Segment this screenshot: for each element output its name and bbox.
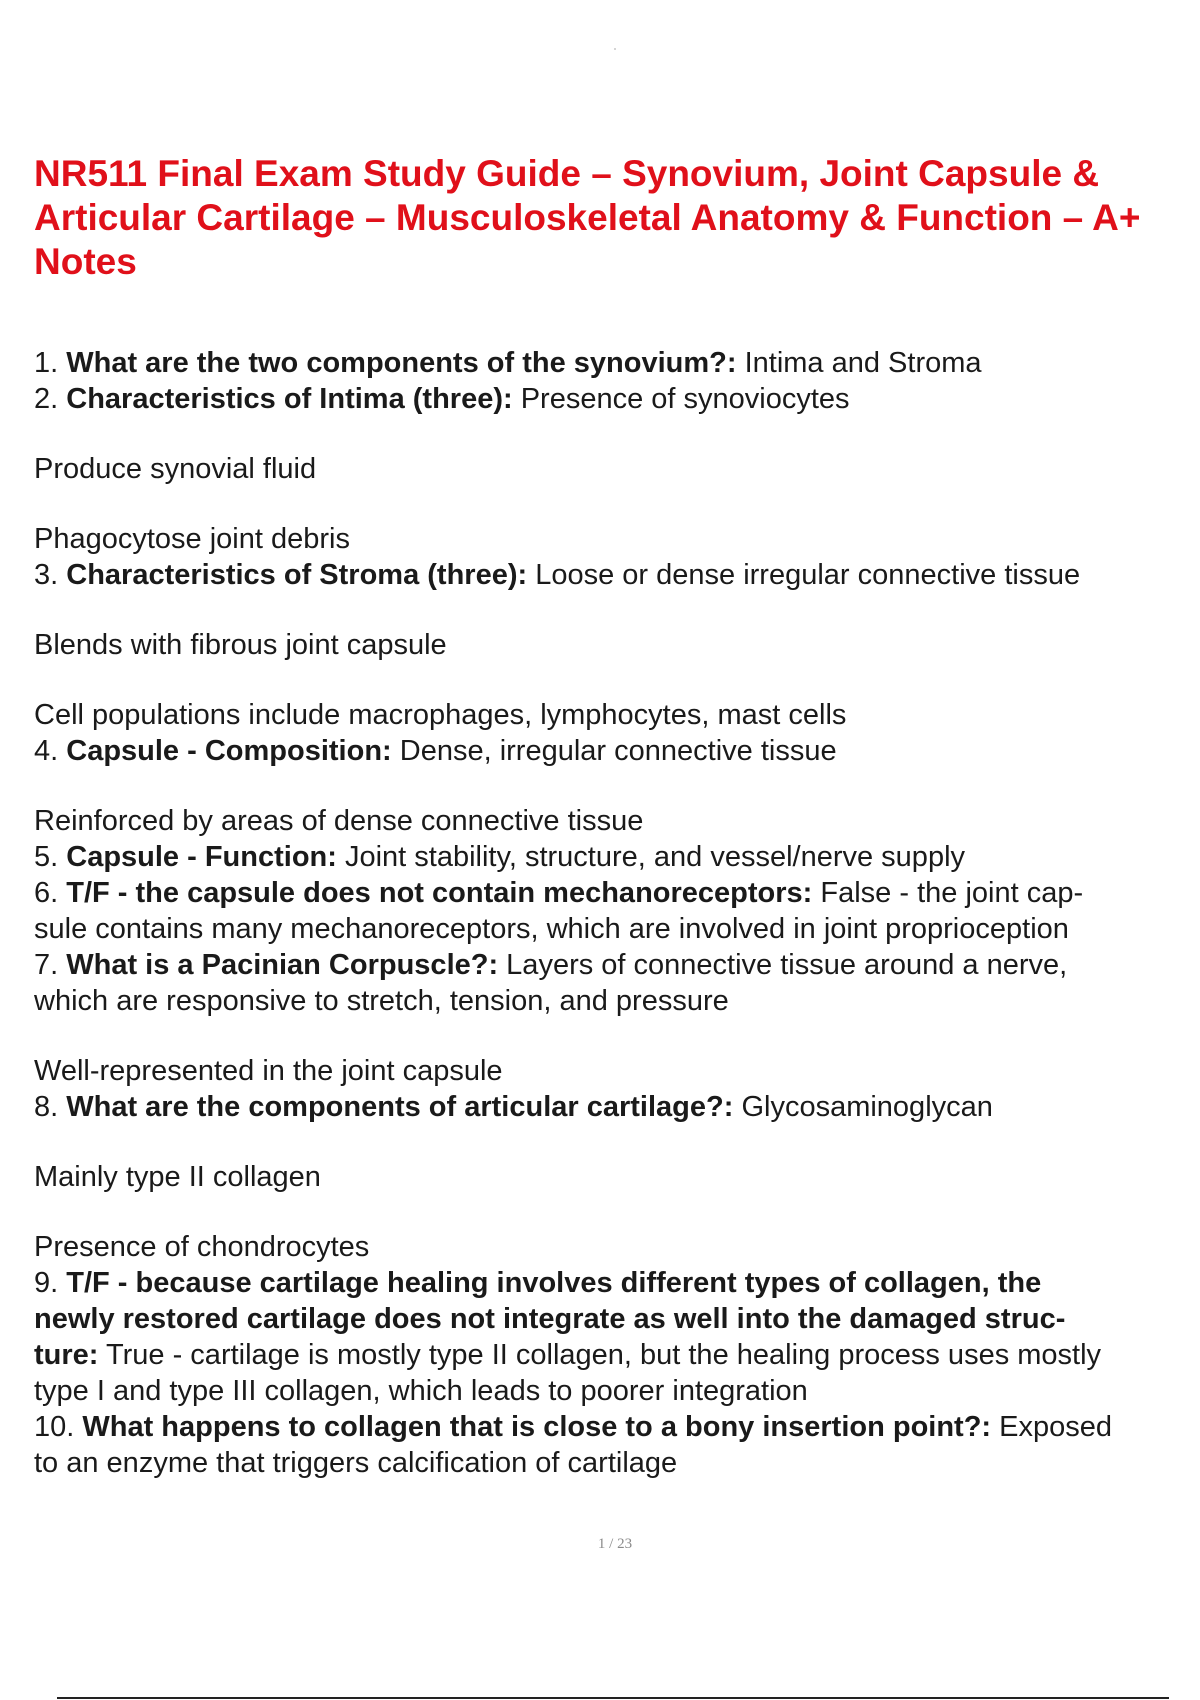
question-text: Characteristics of Stroma (three): — [66, 559, 528, 591]
question-text: What is a Pacinian Corpuscle?: — [66, 949, 499, 981]
answer-line — [34, 627, 1200, 663]
answer-text: Glycosaminoglycan — [733, 1091, 993, 1123]
question-line — [34, 947, 1200, 983]
answer-text: True - cartilage is mostly type II collagen, but the healing process uses mostly — [98, 1339, 1102, 1371]
question-number: 8. — [34, 1091, 67, 1123]
answer-text: Dense, irregular connective tissue — [391, 735, 837, 767]
title-line: Notes — [34, 241, 137, 282]
answer-text: Loose or dense irregular connective tissue — [527, 559, 1081, 591]
answer-text: to an enzyme that triggers calcification of cartilage — [34, 1447, 678, 1479]
question-text: What are the two components of the synovium?: — [66, 347, 737, 379]
title-line: NR511 Final Exam Study Guide – Synovium, Joint Capsule & — [34, 153, 1100, 194]
answer-text: Phagocytose joint debris — [34, 523, 350, 555]
question-line — [34, 1265, 1200, 1301]
page-number: 1 / 23 — [597, 1536, 633, 1552]
answer-text: Presence of synoviocytes — [512, 383, 850, 415]
answer-text: Blends with fibrous joint capsule — [34, 629, 447, 661]
answer-line — [34, 1445, 1200, 1481]
question-line — [34, 345, 1200, 381]
question-line — [34, 733, 1200, 769]
question-line — [34, 1337, 1200, 1373]
answer-line — [34, 1229, 1200, 1265]
question-line — [34, 1409, 1200, 1445]
answer-line — [34, 983, 1200, 1019]
answer-line — [34, 451, 1200, 487]
answer-line — [34, 521, 1200, 557]
question-number: 6. — [34, 877, 67, 909]
question-text: What are the components of articular cartilage?: — [66, 1091, 734, 1123]
answer-text: Cell populations include macrophages, lymphocytes, mast cells — [34, 699, 847, 731]
question-number: 1. — [34, 347, 67, 379]
answer-text: Produce synovial fluid — [34, 453, 317, 485]
answer-line — [34, 911, 1200, 947]
question-number: 2. — [34, 383, 67, 415]
answer-text: sule contains many mechanoreceptors, which are involved in joint proprioception — [34, 913, 1069, 945]
answer-text: Intima and Stroma — [736, 347, 982, 379]
question-line — [34, 839, 1200, 875]
question-line — [34, 557, 1200, 593]
answer-line — [34, 697, 1200, 733]
answer-text: Reinforced by areas of dense connective tissue — [34, 805, 644, 837]
answer-text: Joint stability, structure, and vessel/nerve supply — [336, 841, 966, 873]
answer-text: Well-represented in the joint capsule — [34, 1055, 503, 1087]
question-text: T/F - because cartilage healing involves different types of collagen, the — [66, 1267, 1042, 1299]
title-line: Articular Cartilage – Musculoskeletal Anatomy & Function – A+ — [34, 197, 1141, 238]
question-number: 5. — [34, 841, 67, 873]
page-mark — [614, 48, 616, 50]
question-line — [34, 1301, 1200, 1337]
question-text: What happens to collagen that is close to a bony insertion point?: — [82, 1411, 992, 1443]
question-line — [34, 875, 1200, 911]
answer-line — [34, 1159, 1200, 1195]
question-text: T/F - the capsule does not contain mechanoreceptors: — [66, 877, 813, 909]
document-title — [34, 152, 1174, 284]
page-divider — [57, 1697, 1169, 1699]
question-line — [34, 381, 1200, 417]
question-number: 10. — [34, 1411, 83, 1443]
answer-text: False - the joint cap- — [812, 877, 1084, 909]
answer-line — [34, 1053, 1200, 1089]
question-text: Characteristics of Intima (three): — [66, 383, 513, 415]
answer-text: Presence of chondrocytes — [34, 1231, 370, 1263]
question-text: ture: — [34, 1339, 99, 1371]
question-number: 7. — [34, 949, 67, 981]
question-number: 4. — [34, 735, 67, 767]
answer-line — [34, 1373, 1200, 1409]
question-text: newly restored cartilage does not integrate as well into the damaged struc- — [34, 1303, 1066, 1335]
question-line — [34, 1089, 1200, 1125]
answer-text: Mainly type II collagen — [34, 1161, 321, 1193]
study-guide-content — [34, 345, 1200, 1481]
answer-line — [34, 803, 1200, 839]
answer-text: type I and type III collagen, which leads to poorer integration — [34, 1375, 808, 1407]
answer-text: which are responsive to stretch, tension, and pressure — [34, 985, 729, 1017]
question-number: 3. — [34, 559, 67, 591]
question-number: 9. — [34, 1267, 67, 1299]
answer-text: Exposed — [991, 1411, 1113, 1443]
answer-text: Layers of connective tissue around a nerve, — [498, 949, 1068, 981]
question-text: Capsule - Composition: — [66, 735, 392, 767]
question-text: Capsule - Function: — [66, 841, 337, 873]
